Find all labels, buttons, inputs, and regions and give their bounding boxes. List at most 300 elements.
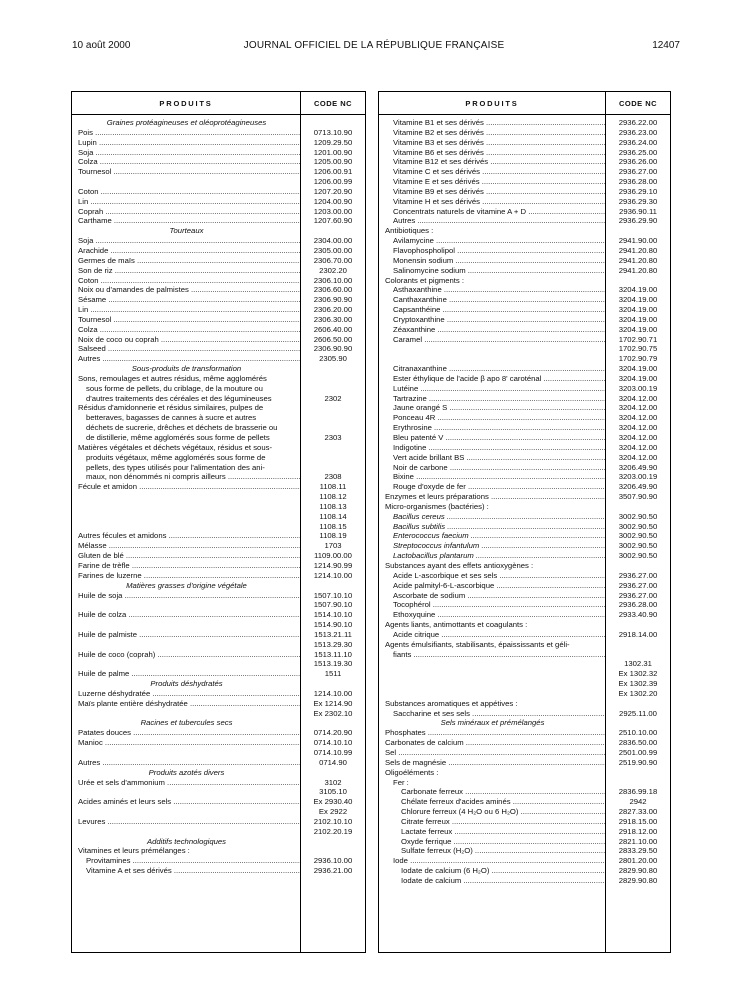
nc-code: 1513.21.11 <box>314 629 352 639</box>
table-row <box>379 197 670 207</box>
nc-code <box>301 118 365 128</box>
nc-code <box>301 226 365 236</box>
nc-code: 1214.10.00 <box>313 688 353 698</box>
product-label: Tocophérol ..... <box>379 600 606 610</box>
nc-code: 2936.21.00 <box>313 866 353 876</box>
table-row <box>379 118 670 128</box>
nc-code <box>606 620 670 630</box>
nc-code <box>301 443 365 453</box>
nc-code: 1507.10.10 <box>313 590 353 600</box>
table-row <box>379 482 670 492</box>
nc-code: 2936.27.00 <box>618 167 658 177</box>
product-label: Tournesol ..... <box>72 167 301 177</box>
table-row <box>72 472 365 482</box>
table-row <box>72 167 365 177</box>
table-row <box>72 256 365 266</box>
nc-code: 2305.00.00 <box>313 245 353 255</box>
product-label: Iodate de calcium (6 H₂O) ..... <box>379 866 606 876</box>
nc-code: 1513.11.10 <box>314 649 352 659</box>
table-row <box>379 846 670 856</box>
nc-code: 2936.22.00 <box>618 118 658 127</box>
table-row <box>72 354 365 364</box>
product-label: Citranaxanthine ..... <box>379 364 606 374</box>
section-heading <box>72 118 365 128</box>
product-label: Additifs technologiques <box>146 836 227 846</box>
table-row <box>379 837 670 847</box>
table-row <box>72 531 365 541</box>
nc-code: 2936.23.00 <box>618 127 658 137</box>
table-row <box>379 659 670 669</box>
nc-code: 1702.90.75 <box>618 344 658 354</box>
table-row <box>379 157 670 167</box>
table-row <box>379 758 670 768</box>
product-label: Farine de trèfle ..... <box>72 561 301 571</box>
product-label: Patates douces ..... <box>72 728 301 738</box>
table-row <box>379 541 670 551</box>
table-row <box>379 354 670 364</box>
nc-code <box>301 384 365 394</box>
table-row <box>72 620 365 630</box>
nc-code: 3204.19.00 <box>618 324 658 334</box>
table-row <box>72 669 365 679</box>
product-label: Noix ou d'amandes de palmistes ..... <box>72 285 301 295</box>
nc-code: 1109.00.00 <box>314 551 352 561</box>
nc-code: Ex 2930.40 <box>313 797 353 807</box>
product-label: Micro-organismes (bactéries) : <box>385 501 489 511</box>
product-label: Manioc ..... <box>72 738 301 748</box>
table-row <box>72 128 365 138</box>
products-column-header: PRODUITS <box>72 92 301 114</box>
nc-code: 2942 <box>629 797 647 807</box>
table-row <box>72 758 365 768</box>
product-label: Acide citrique ..... <box>379 630 606 640</box>
product-label: Tartrazine ..... <box>379 394 606 404</box>
nc-code <box>301 581 365 591</box>
product-label: Iodate de calcium ..... <box>379 876 606 886</box>
table-row <box>379 748 670 758</box>
nc-code <box>301 364 365 374</box>
table-row <box>72 492 365 502</box>
product-label: Vitamine A et ses dérivés ..... <box>72 866 301 876</box>
nc-code: 2936.27.00 <box>618 580 658 590</box>
nc-code: 3204.12.00 <box>618 442 658 452</box>
product-label: Sons, remoulages et autres résidus, même agglomérés <box>78 373 267 383</box>
table-row <box>379 669 670 679</box>
product-label: Vitamine C et ses dérivés ..... <box>379 167 606 177</box>
nc-code: 1206.00.99 <box>313 177 353 187</box>
nc-code: 1209.29.50 <box>313 137 353 147</box>
table-row <box>379 246 670 256</box>
table-row <box>72 246 365 256</box>
product-label: Iode ..... <box>379 856 606 866</box>
product-label: Carbonate ferreux ..... <box>379 787 606 797</box>
nc-code: 2936.28.00 <box>618 177 658 187</box>
nc-code: 2306.10.00 <box>313 275 353 285</box>
product-label: Lactate ferreux ..... <box>379 827 606 837</box>
nc-code <box>606 561 670 571</box>
product-label: Avilamycine ..... <box>379 236 606 246</box>
table-row <box>379 364 670 374</box>
nc-code: Ex 2302.10 <box>313 708 353 718</box>
nc-code: 1201.00.90 <box>313 147 353 157</box>
nc-code: 2302.20 <box>319 265 347 275</box>
product-label: Soja ..... <box>72 236 301 246</box>
nc-code <box>606 778 670 788</box>
product-label: Huile de coco (coprah) ..... <box>72 650 301 660</box>
product-label: Autres ..... <box>379 216 606 226</box>
nc-code: 3203.00.19 <box>618 472 658 482</box>
table-row <box>379 433 670 443</box>
table-row <box>379 305 670 315</box>
table-row <box>72 699 365 709</box>
table-row <box>379 167 670 177</box>
product-label: Matières grasses d'origine végétale <box>126 580 247 590</box>
table-row <box>379 138 670 148</box>
table-row <box>72 216 365 226</box>
nc-code: 1207.60.90 <box>313 216 353 226</box>
nc-code: 3204.12.00 <box>618 393 658 403</box>
code-column-header: CODE NC <box>618 98 658 108</box>
table-row <box>379 177 670 187</box>
table-row <box>72 335 365 345</box>
table-row <box>72 502 365 512</box>
table-row <box>72 394 365 404</box>
nc-code: 1514.10.10 <box>313 610 353 620</box>
table-row <box>72 207 365 217</box>
table-row <box>379 512 670 522</box>
nc-code: 3002.90.50 <box>618 551 658 561</box>
table-row <box>72 610 365 620</box>
table-row <box>72 295 365 305</box>
product-label: Citrate ferreux ..... <box>379 817 606 827</box>
nc-code: 2306.70.00 <box>313 255 353 265</box>
table-row <box>379 325 670 335</box>
nc-code: 2305.90 <box>319 354 347 364</box>
page-number: 12407 <box>652 40 680 51</box>
nc-code <box>301 413 365 423</box>
table-row <box>72 413 365 423</box>
table-row <box>379 384 670 394</box>
table-row <box>72 807 365 817</box>
nc-code <box>606 699 670 709</box>
nc-code: 3102 <box>324 777 342 787</box>
nc-code <box>301 768 365 778</box>
table-row <box>72 344 365 354</box>
nc-code: 2833.29.50 <box>618 846 658 856</box>
nc-code: 0714.20.90 <box>313 728 353 738</box>
table-row <box>72 197 365 207</box>
product-label: Vitamine E et ses dérivés ..... <box>379 177 606 187</box>
nc-code: 1204.00.90 <box>313 196 353 206</box>
product-label <box>379 344 606 354</box>
nc-code: 0714.10.10 <box>313 738 353 748</box>
table-row <box>379 492 670 502</box>
product-label: Bacillus subtilis ..... <box>379 522 606 532</box>
product-label: Vitamines et leurs prémélanges : <box>78 846 190 856</box>
nc-code: 0713.10.90 <box>313 127 353 137</box>
table-row <box>72 640 365 650</box>
table-row <box>379 187 670 197</box>
table-row <box>72 846 365 856</box>
nc-code: 2936.29.90 <box>618 216 658 226</box>
nc-code: 2829.90.80 <box>618 875 658 885</box>
nc-code: 0714.90 <box>319 757 347 767</box>
table-row <box>72 856 365 866</box>
product-label: Bleu patenté V ..... <box>379 433 606 443</box>
nc-code: 2918.15.00 <box>618 816 658 826</box>
table-row <box>72 817 365 827</box>
nc-code <box>301 423 365 433</box>
product-label: Gluten de blé ..... <box>72 551 301 561</box>
section-heading <box>72 837 365 847</box>
product-label <box>72 827 301 837</box>
product-label: Phosphates ..... <box>379 728 606 738</box>
product-label <box>72 512 301 522</box>
product-label: Carbonates de calcium ..... <box>379 738 606 748</box>
table-row <box>72 787 365 797</box>
product-label: d'autres traitements des céréales et des légumineuses <box>86 393 272 403</box>
table-row <box>379 256 670 266</box>
product-label: Agents émulsifiants, stabilisants, épaississants et géli- <box>385 639 570 649</box>
product-label: Antibiotiques : <box>385 226 434 236</box>
nc-code: 2933.40.90 <box>618 610 658 620</box>
product-label: Sulfate ferreux (H₂O) ..... <box>379 846 606 856</box>
table-row <box>72 423 365 433</box>
table-row <box>72 728 365 738</box>
nc-code: Ex 1302.32 <box>618 669 658 679</box>
product-label: Asthaxanthine ..... <box>379 285 606 295</box>
table-row <box>379 581 670 591</box>
nc-code: 2936.90.11 <box>619 206 657 216</box>
nc-code: 2102.10.10 <box>313 816 353 826</box>
nc-code: 2606.50.00 <box>313 334 353 344</box>
product-label: Ponceau 4R ..... <box>379 413 606 423</box>
nc-code: 1507.90.10 <box>313 600 353 610</box>
product-label: Produits azotés divers <box>148 767 225 777</box>
nc-code: 1514.90.10 <box>313 620 353 630</box>
product-label: Levures ..... <box>72 817 301 827</box>
table-row <box>379 443 670 453</box>
nc-code: 1302.31 <box>624 659 652 669</box>
nc-code: 3204.19.00 <box>618 373 658 383</box>
product-label <box>72 748 301 758</box>
product-label: Produits déshydratés <box>150 679 223 689</box>
table-row <box>72 443 365 453</box>
table-row <box>379 679 670 689</box>
table-row <box>72 709 365 719</box>
nc-code: 3507.90.90 <box>618 492 658 502</box>
nc-code: 2302 <box>324 393 342 403</box>
table-row <box>72 630 365 640</box>
nc-code: 3204.19.00 <box>618 295 658 305</box>
table-row <box>72 482 365 492</box>
nc-code: 2829.90.80 <box>618 866 658 876</box>
table-row <box>72 138 365 148</box>
nc-code: 2306.20.00 <box>313 305 353 315</box>
table-row <box>379 866 670 876</box>
table-row <box>72 659 365 669</box>
nc-code: 3204.12.00 <box>618 452 658 462</box>
product-label: Noix de coco ou coprah ..... <box>72 335 301 345</box>
nc-code: 2801.20.00 <box>618 856 658 866</box>
product-label: déchets de sucrerie, drêches et déchets de brasserie ou <box>86 423 278 433</box>
product-label: fiants ..... <box>379 650 606 660</box>
product-label: Farines de luzerne ..... <box>72 571 301 581</box>
product-label: Tournesol ..... <box>72 315 301 325</box>
table-header <box>379 92 670 115</box>
table-row <box>72 551 365 561</box>
table-row <box>379 620 670 630</box>
table-row <box>72 778 365 788</box>
table-row <box>379 709 670 719</box>
table-row <box>72 157 365 167</box>
table-row <box>72 453 365 463</box>
product-label: Mélasse ..... <box>72 541 301 551</box>
table-row <box>379 600 670 610</box>
nc-code: 2941.20.80 <box>618 265 658 275</box>
product-label <box>379 354 606 364</box>
table-row <box>379 650 670 660</box>
table-row <box>379 276 670 286</box>
table-row <box>379 226 670 236</box>
table-row <box>379 561 670 571</box>
product-label: Fer : <box>393 777 409 787</box>
nc-code: 2510.10.00 <box>618 728 658 738</box>
table-row <box>379 689 670 699</box>
table-row <box>379 423 670 433</box>
table-row <box>379 236 670 246</box>
table-header <box>72 92 365 115</box>
table-row <box>379 571 670 581</box>
product-label: Vitamine B12 et ses dérivés ..... <box>379 157 606 167</box>
product-label: Huile de palmiste ..... <box>72 630 301 640</box>
product-label: Lupin ..... <box>72 138 301 148</box>
product-label: Canthaxanthine ..... <box>379 295 606 305</box>
product-label: Urée et sels d'ammonium ..... <box>72 778 301 788</box>
nc-code: 2519.90.90 <box>618 757 658 767</box>
nc-code: 2303 <box>324 433 342 442</box>
nc-code: 2918.12.00 <box>618 826 658 836</box>
table-row <box>379 335 670 345</box>
product-label: Huile de soja ..... <box>72 591 301 601</box>
product-label: Fécule et amidon ..... <box>72 482 301 492</box>
table-row <box>379 315 670 325</box>
product-label: Sel ..... <box>379 748 606 758</box>
nc-code: 1108.15 <box>319 521 347 531</box>
nc-code <box>301 463 365 473</box>
product-label: Indigotine ..... <box>379 443 606 453</box>
nc-code: 2102.20.19 <box>313 826 353 836</box>
table-row <box>72 266 365 276</box>
table-row <box>72 571 365 581</box>
table-row <box>379 502 670 512</box>
nc-code: 2304.00.00 <box>313 236 353 246</box>
nc-code: 1214.90.99 <box>313 560 353 570</box>
product-label: Arachide ..... <box>72 246 301 256</box>
product-label: Lutéine ..... <box>379 384 606 394</box>
product-label: Maïs plante entière déshydratée ..... <box>72 699 301 709</box>
nc-code: 2306.60.00 <box>313 285 353 295</box>
nc-code: 1108.19 <box>319 531 347 541</box>
table-row <box>72 600 365 610</box>
product-label <box>379 689 606 699</box>
product-label: maux, non dénommés ni compris ailleurs ..... <box>72 472 301 482</box>
nc-code: 3002.90.50 <box>618 511 658 521</box>
product-label: Noir de carbone ..... <box>379 463 606 473</box>
table-row <box>72 866 365 876</box>
product-label: Carthame ..... <box>72 216 301 226</box>
product-label: sous forme de pellets, du criblage, de la mouture ou <box>86 383 263 393</box>
nc-code: 1513.19.30 <box>313 659 353 669</box>
nc-code <box>301 453 365 463</box>
table-row <box>72 325 365 335</box>
nc-code: 3204.12.00 <box>618 433 658 442</box>
table-row <box>379 876 670 886</box>
table-row <box>72 748 365 758</box>
table-row <box>379 403 670 413</box>
table-row <box>379 344 670 354</box>
nc-code: 3204.12.00 <box>618 413 658 423</box>
product-label <box>72 807 301 817</box>
product-label: Tourteaux <box>169 226 204 236</box>
section-heading <box>72 679 365 689</box>
product-label <box>72 787 301 797</box>
table-row <box>72 561 365 571</box>
section-heading <box>379 718 670 728</box>
nc-code: 2821.10.00 <box>618 836 658 846</box>
nc-code: 2918.14.00 <box>618 629 658 639</box>
product-label: Bixine ..... <box>379 472 606 482</box>
product-label <box>72 492 301 502</box>
product-label: Flavophospholipol ..... <box>379 246 606 256</box>
nc-code: 2941.20.80 <box>618 255 658 265</box>
product-label: Soja ..... <box>72 148 301 158</box>
table-row <box>72 403 365 413</box>
section-heading <box>72 718 365 728</box>
nc-code <box>606 502 670 512</box>
section-heading <box>72 364 365 374</box>
nc-code: 3206.49.90 <box>618 462 658 472</box>
table-row <box>72 463 365 473</box>
nc-code: 2306.90.90 <box>313 295 353 305</box>
table-row <box>72 148 365 158</box>
table-row <box>379 374 670 384</box>
table-row <box>379 856 670 866</box>
nc-code: 3204.19.00 <box>618 364 658 374</box>
table-row <box>379 797 670 807</box>
product-label: Rouge d'oxyde de fer ..... <box>379 482 606 492</box>
product-label: Ethoxyquine ..... <box>379 610 606 620</box>
product-label: Agents liants, antimottants et coagulants : <box>385 620 528 630</box>
table-row <box>379 768 670 778</box>
nc-code: 3204.19.00 <box>618 305 658 315</box>
journal-title: JOURNAL OFFICIEL DE LA RÉPUBLIQUE FRANÇAISE <box>243 40 505 51</box>
product-label: de distillerie, même agglomérés sous forme de pellets <box>86 433 270 442</box>
nc-code: 2827.33.00 <box>618 807 658 817</box>
nc-code: 2936.26.00 <box>618 157 658 167</box>
header-date: 10 août 2000 <box>72 40 131 51</box>
product-label: Saccharine et ses sels ..... <box>379 709 606 719</box>
table-row <box>72 187 365 197</box>
product-label: Ascorbate de sodium ..... <box>379 591 606 601</box>
table-row <box>379 640 670 650</box>
table-row <box>379 817 670 827</box>
nc-code: 3105.10 <box>319 787 347 797</box>
product-label <box>379 669 606 679</box>
nc-code: 2308 <box>324 472 342 482</box>
product-label: Vitamine B3 et ses dérivés ..... <box>379 138 606 148</box>
product-label <box>72 659 301 669</box>
